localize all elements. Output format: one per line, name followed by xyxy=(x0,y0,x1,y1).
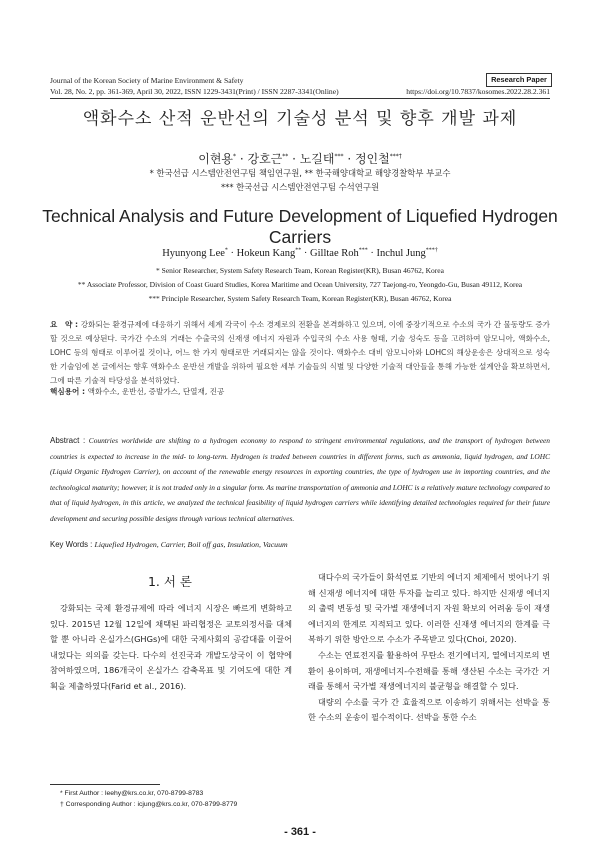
research-paper-badge: Research Paper xyxy=(486,73,552,87)
affiliation-korean-1: * 한국선급 시스템안전연구팀 책임연구원, ** 한국해양대학교 해양경찰학부 부교수 xyxy=(149,168,451,178)
author-en-2: Hokeun Kang xyxy=(236,248,296,259)
author-3: 노길태 xyxy=(299,152,335,166)
author-2: 강호근 xyxy=(247,152,283,166)
body-right-column xyxy=(308,570,550,726)
affiliation-korean-2: *** 한국선급 시스템안전연구팀 수석연구원 xyxy=(220,182,380,192)
abstract-english-label: Abstract : xyxy=(50,436,89,445)
paragraph: 강화되는 국제 환경규제에 따라 에너지 시장은 빠르게 변화하고 있다. 2015년 12월 12일에 채택된 파리협정은 교토의정서를 대체할 뿐 아니라 온실가스(GHGs)에 대한 국제사회의 공감대를 이끌어 내었다는 의의를 갖는다. 다수의 선진국과 개발도상국이 이 협약에 참여하였으며, 186개국이 온실가스 감축목표 및 기여도에 대한 계획을 제출하였다(Farid et al., 2016). xyxy=(50,603,292,691)
keywords-korean xyxy=(50,386,224,397)
doi-link[interactable]: https://doi.org/10.7837/kosomes.2022.28.2.361 xyxy=(406,87,550,96)
abstract-korean-label: 요 약 : xyxy=(50,320,81,329)
authors-english: Hyunyong Lee* · Hokeun Kang** · Gilltae Roh*** · Inchul Jung***† xyxy=(162,247,438,259)
author-4: 정인철 xyxy=(354,152,390,166)
affiliation-english-2: ** Associate Professor, Division of Coast Guard Studies, Korea Maritime and Ocean University, 727 Taejong-ro, Yeongdo-Gu, Busan 49112, Korea xyxy=(77,280,523,289)
title-english: Technical Analysis and Future Development of Liquefied Hydrogen Carriers xyxy=(42,206,558,247)
footnote-corresponding-author: † Corresponding Author : icjung@krs.co.kr, 070-8799-8779 xyxy=(60,801,238,808)
page-number: - 361 - xyxy=(284,826,316,838)
footnote-first-author: * First Author : leehy@krs.co.kr, 070-8799-8783 xyxy=(60,790,204,797)
authors-korean: 이현용* · 강호근** · 노길태*** · 정인철***† xyxy=(198,152,402,166)
keywords-english xyxy=(50,540,288,549)
abstract-korean xyxy=(50,318,550,388)
paragraph: 수소는 연료전지를 활용하여 무탄소 전기에너지, 열에너지로의 변환이 용이하며, 재생에너지-수전해를 통해 생산된 수소는 국가간 거래를 통해서 국가별 재생에너지의 불균형을 해결할 수 있다. xyxy=(308,649,550,692)
affiliation-english-3: *** Principle Researcher, System Safety Research Team, Korean Register(KR), Busan 46762, Korea xyxy=(148,294,452,303)
abstract-korean-text: 강화되는 환경규제에 대응하기 위해서 세계 각국이 수소 경제로의 전환을 본격화하고 있으며, 이에 중장기적으로 수소의 국가 간 물동량도 증가할 것으로 예상된다. 국가간 수소의 거래는 수출국의 신재생 에너지 자원과 수입국의 수소 사용 형태, 기술 성숙도 등을 고려하여 암모니아, 액화수소, LOHC 등의 형태로 이루어질 것이나, 어느 한 가지 형태로만 거래되지는 않을 것이다. 액화수소 대비 암모니아와 LOHC의 해상운송은 상대적으로 성숙한 기술임에 본 글에서는 향후 액화수소 운반선 개발을 위하여 필요한 세부 기술들의 식별 및 다양한 기술적 대안들을 통해 가능한 설계안을 확보하면서, 그에 따른 기술적 타당성을 분석하였다. xyxy=(50,320,551,385)
author-en-1: Hyunyong Lee xyxy=(162,248,225,259)
header-divider xyxy=(50,98,550,99)
journal-issue: Vol. 28, No. 2, pp. 361-369, April 30, 2022, ISSN 1229-3431(Print) / ISSN 2287-3341(Online) xyxy=(50,87,339,96)
keywords-english-text: Liquefied Hydrogen, Carrier, Boil off gas, Insulation, Vacuum xyxy=(94,540,288,549)
keywords-korean-text: 액화수소, 운반선, 증발가스, 단열재, 진공 xyxy=(87,387,225,396)
journal-name: Journal of the Korean Society of Marine Environment & Safety xyxy=(50,76,244,85)
paragraph: 대량의 수소를 국가 간 효율적으로 이송하기 위해서는 선박을 통한 수소의 운송이 필수적이다. 선박을 통한 수소 xyxy=(308,696,550,723)
author-en-3: Gilltae Roh xyxy=(310,248,359,259)
author-1: 이현용 xyxy=(198,152,234,166)
body-left-column xyxy=(50,601,292,695)
paragraph: 대다수의 국가들이 화석연료 기반의 에너지 체제에서 벗어나기 위해 신재생 에너지에 대한 투자를 늘리고 있다. 하지만 신재생 에너지의 출력 변동성 및 국가별 재생에너지 자원 확보의 어려움 등이 재생에너지의 한계로 지적되고 있다. 이러한 신재생 에너지의 한계를 극복하기 위한 방안으로 수소가 주목받고 있다(Choi, 2020). xyxy=(308,572,550,645)
section-heading: 1. 서 론 xyxy=(147,574,193,589)
keywords-english-label: Key Words : xyxy=(50,540,95,549)
title-korean: 액화수소 산적 운반선의 기술성 분석 및 향후 개발 과제 xyxy=(82,109,518,129)
abstract-english xyxy=(50,433,550,526)
keywords-korean-label: 핵심용어 : xyxy=(50,387,88,396)
footnote-divider xyxy=(50,784,160,785)
author-en-4: Inchul Jung xyxy=(376,248,426,259)
abstract-english-text: Countries worldwide are shifting to a hydrogen economy to respond to stringent environmental regulations, and the transport of hydrogen between countries is expected to increase in the mid- to long-term. Hydrogen is traded between countries in different forms, such as ammonia, liquid hydrogen, and LOHC (Liquid Organic Hydrogen Carrier), on account of the renewable energy resources in exporting countries, the type of hydrogen use in importing countries, and the technological maturity; however, it is not traded only in a singular form. As marine transportation of ammonia and LOHC is a relatively mature technology compared to that of liquid hydrogen, in this article, we analyzed the technical feasibility of liquid hydrogen carriers while identifying detailed technologies required for their future development and securing possible designs through various technical alternatives. xyxy=(50,436,550,523)
affiliation-english-1: * Senior Researcher, System Safety Research Team, Korean Register(KR), Busan 46762, Korea xyxy=(156,266,444,275)
